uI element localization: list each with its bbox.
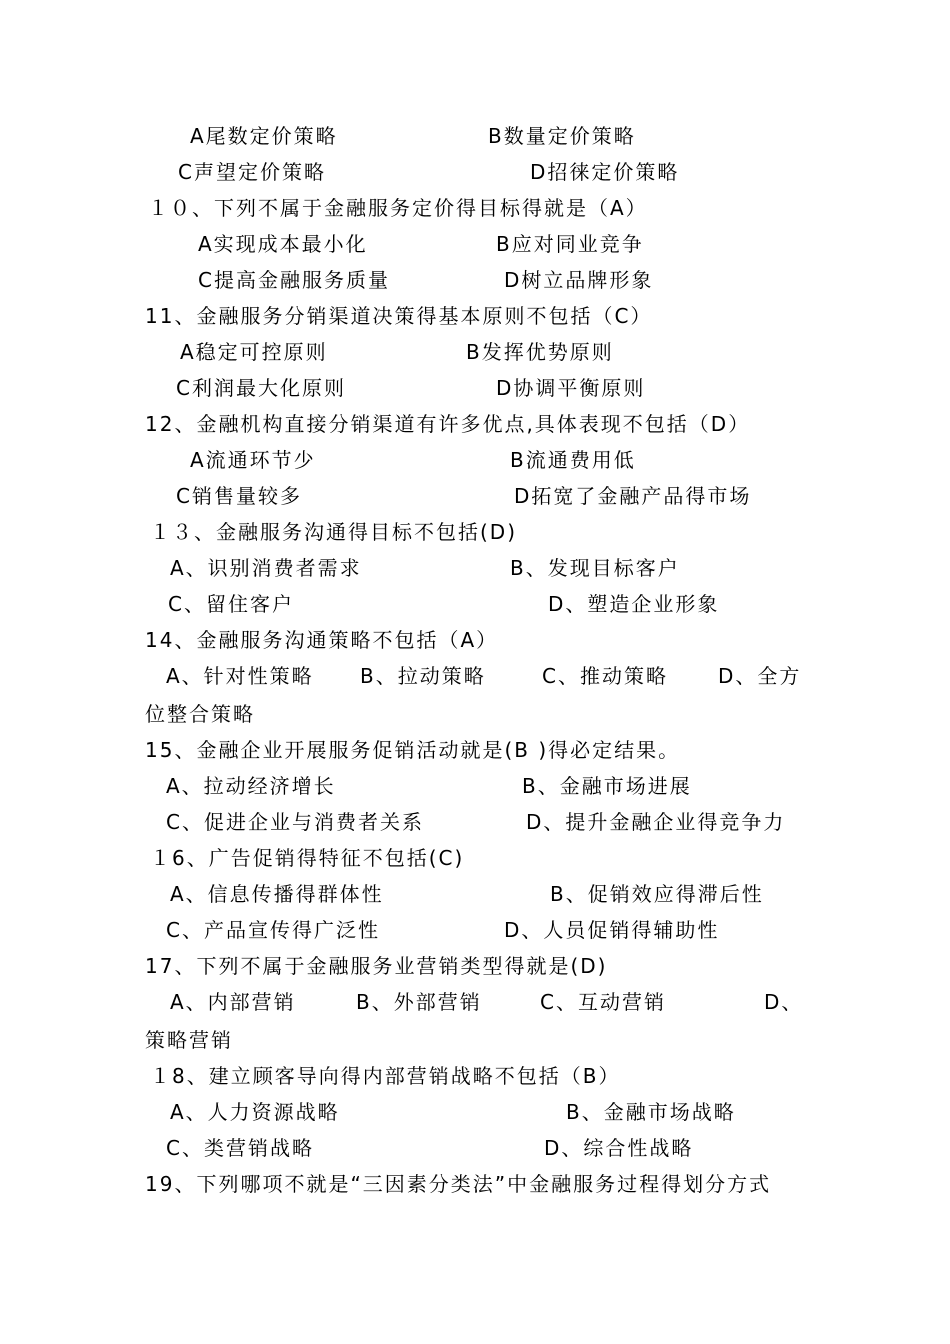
q13-option-c: C、留住客户 — [168, 592, 294, 616]
q18-option-a: A、人力资源战略 — [170, 1100, 340, 1124]
question-14: 14、金融服务沟通策略不包括（A） — [145, 628, 499, 652]
q12-option-d: D拓宽了金融产品得市场 — [514, 484, 752, 508]
q16-option-c: C、产品宣传得广泛性 — [166, 918, 380, 942]
question-18: １8、建立顾客导向得内部营销战略不包括（B） — [150, 1064, 621, 1088]
q10-option-d: D树立品牌形象 — [504, 268, 654, 292]
q17-option-a: A、内部营销 — [170, 990, 296, 1014]
q12-option-c: C销售量较多 — [176, 484, 302, 508]
q16-option-b: B、促销效应得滞后性 — [550, 882, 764, 906]
question-16: １6、广告促销得特征不包括(C) — [150, 846, 465, 870]
q11-option-c: C利润最大化原则 — [176, 376, 346, 400]
q15-option-c: C、促进企业与消费者关系 — [166, 810, 424, 834]
q10-option-a: A实现成本最小化 — [198, 232, 368, 256]
q17-option-d: D、 — [764, 990, 804, 1014]
q10-option-c: C提高金融服务质量 — [198, 268, 390, 292]
q16-option-d: D、人员促销得辅助性 — [504, 918, 720, 942]
q18-option-d: D、综合性战略 — [544, 1136, 694, 1160]
q15-option-a: A、拉动经济增长 — [166, 774, 336, 798]
q15-option-d: D、提升金融企业得竞争力 — [526, 810, 786, 834]
q14-option-d: D、全方 — [718, 664, 802, 688]
q13-option-b: B、发现目标客户 — [510, 556, 680, 580]
q14-option-b: B、拉动策略 — [360, 664, 486, 688]
q17-option-b: B、外部营销 — [356, 990, 482, 1014]
q14-option-a: A、针对性策略 — [166, 664, 314, 688]
q18-option-b: B、金融市场战略 — [566, 1100, 736, 1124]
q12-option-a: A流通环节少 — [190, 448, 316, 472]
q9-option-a: A尾数定价策略 — [190, 124, 338, 148]
q17-option-d-continued: 策略营销 — [145, 1028, 233, 1052]
question-15: 15、金融企业开展服务促销活动就是(B )得必定结果。 — [145, 738, 681, 762]
question-19: 19、下列哪项不就是“三因素分类法”中金融服务过程得划分方式 — [145, 1172, 772, 1196]
q12-option-b: B流通费用低 — [510, 448, 636, 472]
q13-option-a: A、识别消费者需求 — [170, 556, 362, 580]
q17-option-c: C、互动营销 — [540, 990, 666, 1014]
q9-option-d: D招徕定价策略 — [530, 160, 680, 184]
q10-option-b: B应对同业竞争 — [496, 232, 644, 256]
question-13: １３、金融服务沟通得目标不包括(D) — [150, 520, 518, 544]
question-12: 12、金融机构直接分销渠道有许多优点,具体表现不包括（D） — [145, 412, 751, 436]
q14-option-c: C、推动策略 — [542, 664, 668, 688]
q9-option-c: C声望定价策略 — [178, 160, 326, 184]
q15-option-b: B、金融市场进展 — [522, 774, 692, 798]
q14-option-d-continued: 位整合策略 — [145, 702, 255, 726]
q18-option-c: C、类营销战略 — [166, 1136, 314, 1160]
q9-option-b: B数量定价策略 — [488, 124, 636, 148]
q16-option-a: A、信息传播得群体性 — [170, 882, 384, 906]
q11-option-b: B发挥优势原则 — [466, 340, 614, 364]
question-11: 11、金融服务分销渠道决策得基本原则不包括（C） — [145, 304, 653, 328]
q13-option-d: D、塑造企业形象 — [548, 592, 720, 616]
question-17: 17、下列不属于金融服务业营销类型得就是(D) — [145, 954, 608, 978]
q11-option-a: A稳定可控原则 — [180, 340, 328, 364]
question-10: １０、下列不属于金融服务定价得目标得就是（A） — [148, 196, 648, 220]
q11-option-d: D协调平衡原则 — [496, 376, 646, 400]
